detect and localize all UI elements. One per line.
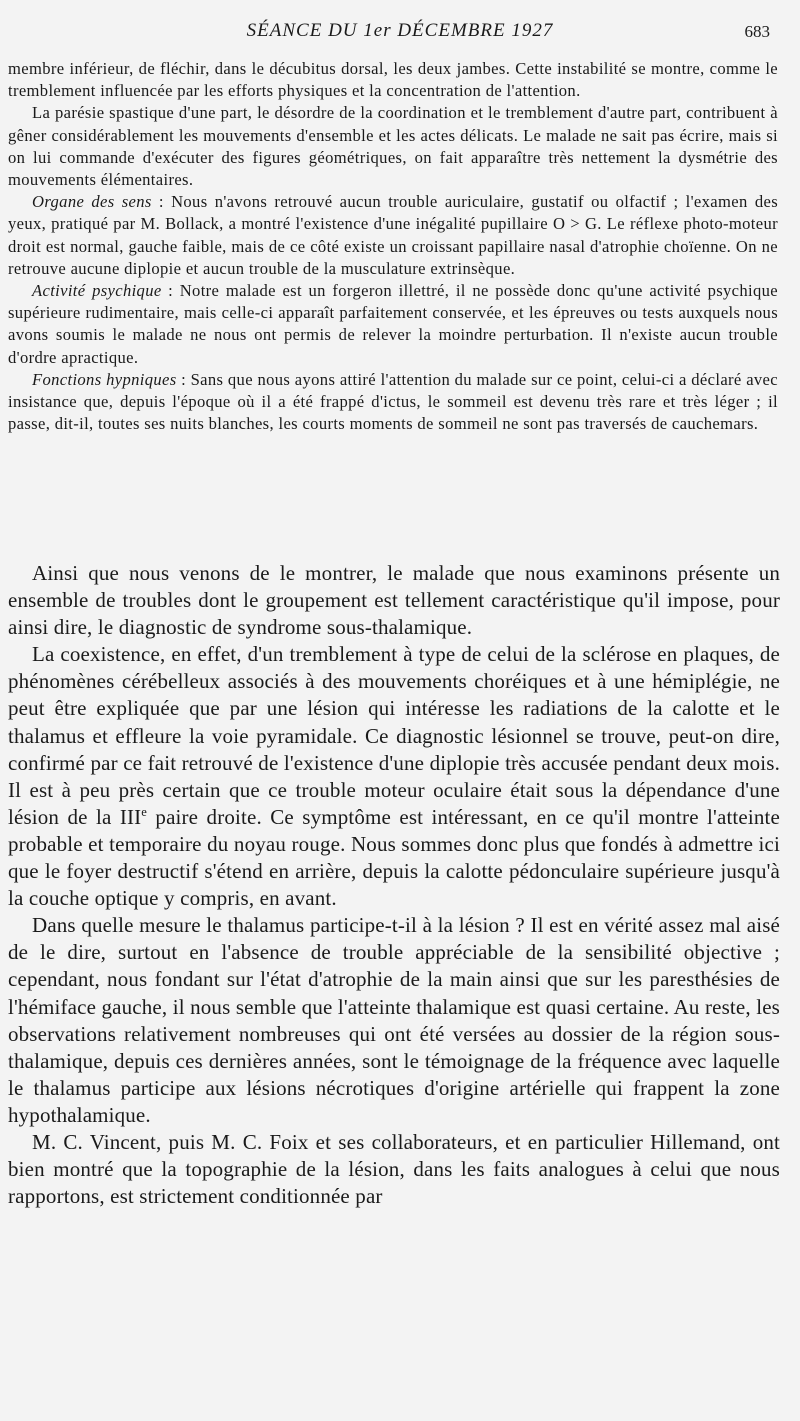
paragraph-psychic-activity bbox=[8, 280, 778, 369]
text-psychic-activity: : Notre malade est un forgeron illettré, il ne possède donc qu'une activité psychique supérieure rudimentaire, mais celle-ci apparaît parfaitement conservée, et les épreuves ou tests auxquels nous avons soumis le malade ne nous ont permis de relever la moindre perturbation. Il n'existe aucun trouble d'ordre apractique. bbox=[8, 281, 779, 367]
paragraph-diagnosis: Ainsi que nous venons de le montrer, le malade que nous examinons présente un ensemble de troubles dont le groupement est tellement caractéristique qu'il impose, pour ainsi dire, le diagnostic de syndrome sous-thalamique. bbox=[8, 561, 780, 640]
text-coexistence-b: paire droite. Ce symptôme est intéressant, en ce qu'il montre l'atteinte probable et temporaire du noyau rouge. Nous sommes donc plus que fondés à admettre ici que le foyer destructif s'étend en arrière, depuis la calotte pédonculaire supérieure jusqu'à la couche optique y compris, en avant. bbox=[8, 804, 780, 911]
text-hypnic-functions: : Sans que nous ayons attiré l'attention du malade sur ce point, celui-ci a déclaré avec insistance que, depuis l'époque où il a été frappé d'ictus, le sommeil est devenu très rare et très léger ; il passe, dit-il, toutes ses nuits blanches, les courts moments de sommeil ne sont pas traversés de cauchemars. bbox=[8, 369, 778, 434]
paragraph-paresis: La parésie spastique d'une part, le désordre de la coordination et le tremblement d'autre part, contribuent à gêner considérablement les mouvements d'ensemble et les actes délicats. Le malade ne sait pas écrire, mais si on lui commande d'exécuter des figures géométriques, on fait apparaître très nettement la dysmétrie des mouvements élémentaires. bbox=[8, 103, 778, 190]
page-number: 683 bbox=[744, 22, 770, 41]
page-header bbox=[0, 20, 800, 50]
label-sense-organs: Organe des sens bbox=[32, 192, 152, 212]
paragraph-coexistence bbox=[8, 641, 780, 912]
label-hypnic-functions: Fonctions hypniques bbox=[32, 369, 177, 389]
paragraph-sense-organs bbox=[8, 191, 778, 280]
label-psychic-activity: Activité psychique bbox=[32, 281, 162, 301]
discussion-section bbox=[8, 560, 780, 1210]
text-coexistence-a: La coexistence, en effet, d'un tremblement à type de celui de la sclérose en plaques, de phénomènes cérébelleux associés à des mouvements choréiques et à une hémiplégie, ne peut être expliquée que par une lésion qui intéresse les radiations de la calotte et le thalamus et effleure la voie pyramidale. Ce diagnostic lésionnel se trouve, peut-on dire, confirmé par ce fait retrouvé de l'existence d'une diplopie très accusée pendant deux mois. Il est à peu près certain que ce trouble moteur oculaire était sous la dépendance d'une lésion de la III bbox=[8, 642, 780, 829]
running-head: SÉANCE DU 1er DÉCEMBRE 1927 bbox=[246, 20, 554, 41]
paragraph-hypnic-functions bbox=[8, 369, 778, 436]
superscript-e: e bbox=[141, 804, 148, 819]
paragraph-thalamus: Dans quelle mesure le thalamus participe-t-il à la lésion ? Il est en vérité assez mal aisé de le dire, surtout en l'absence de trouble appréciable de la sensibilité objective ; cependant, nous fondant sur l'état d'atrophie de la main ainsi que sur les paresthésies de l'hémiface gauche, il nous semble que l'atteinte thalamique est quasi certaine. Au reste, les observations relativement nombreuses qui ont été versées au dossier de la région sous-thalamique, depuis ces dernières années, sont le témoignage de la fréquence avec laquelle le thalamus participe aux lésions nécrotiques d'origine artérielle qui frappent la zone hypothalamique. bbox=[8, 913, 780, 1127]
paragraph-topography: M. C. Vincent, puis M. C. Foix et ses collaborateurs, et en particulier Hillemand, ont bien montré que la topographie de la lésion, dans les faits analogues à celui que nous rapportons, est strictement conditionnée par bbox=[8, 1129, 780, 1209]
observation-section bbox=[8, 58, 778, 435]
text-sense-organs: : Nous n'avons retrouvé aucun trouble auriculaire, gustatif ou olfactif ; l'examen des yeux, pratiqué par M. Bollack, a montré l'existence d'une inégalité pupillaire O > G. Le réflexe photo-moteur droit est normal, gauche faible, mais de ce côté existe un croissant papillaire nasal d'atrophie choïenne. On ne retrouve aucune diplopie et aucun trouble de la musculature extrinsèque. bbox=[8, 192, 778, 278]
paragraph-instability: membre inférieur, de fléchir, dans le décubitus dorsal, les deux jambes. Cette instabilité se montre, comme le tremblement influencée par les efforts physiques et la concentration de l'attention. bbox=[8, 59, 778, 101]
